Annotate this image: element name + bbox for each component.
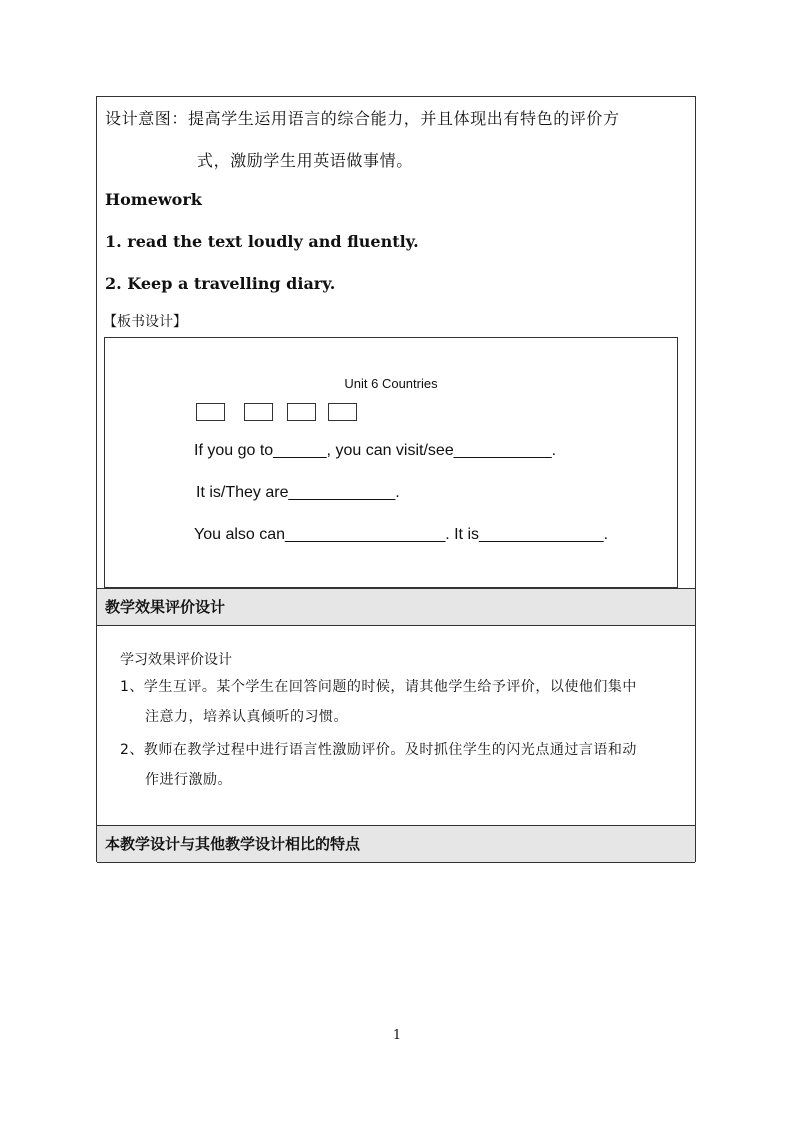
board-sentence: It is/They are____________. <box>196 484 400 501</box>
evaluation-title: 学习效果评价设计 <box>120 652 232 668</box>
lesson-plan-table <box>96 96 696 862</box>
blank-box <box>287 403 316 421</box>
homework-title: Homework <box>105 190 202 209</box>
evaluation-item: 2、教师在教学过程中进行语言性激励评价。及时抓住学生的闪光点通过言语和动 <box>120 742 637 758</box>
board-title: Unit 6 Countries <box>344 376 438 391</box>
homework-item: 2. Keep a travelling diary. <box>105 274 336 293</box>
blackboard-label: 【板书设计】 <box>103 314 187 330</box>
board-sentence: You also can__________________. It is______________. <box>194 526 609 543</box>
page-number: 1 <box>392 1028 402 1043</box>
blank-box <box>328 403 357 421</box>
evaluation-item-cont: 作进行激励。 <box>145 772 232 788</box>
homework-item: 1. read the text loudly and fluently. <box>105 232 419 251</box>
design-intent-text: 设计意图：提高学生运用语言的综合能力，并且体现出有特色的评价方 <box>105 109 620 128</box>
blackboard-design-box <box>104 337 678 588</box>
features-header: 本教学设计与其他教学设计相比的特点 <box>97 825 695 863</box>
evaluation-item-cont: 注意力，培养认真倾听的习惯。 <box>145 709 348 725</box>
board-sentence: If you go to______, you can visit/see___________. <box>194 442 557 459</box>
homework-section <box>97 97 695 588</box>
evaluation-header: 教学效果评价设计 <box>97 588 695 626</box>
evaluation-item: 1、学生互评。某个学生在回答问题的时候，请其他学生给予评价，以使他们集中 <box>120 679 637 695</box>
design-intent-text-cont: 式，激励学生用英语做事情。 <box>197 151 413 170</box>
blank-box <box>244 403 273 421</box>
evaluation-body <box>97 626 695 825</box>
blank-box <box>196 403 225 421</box>
